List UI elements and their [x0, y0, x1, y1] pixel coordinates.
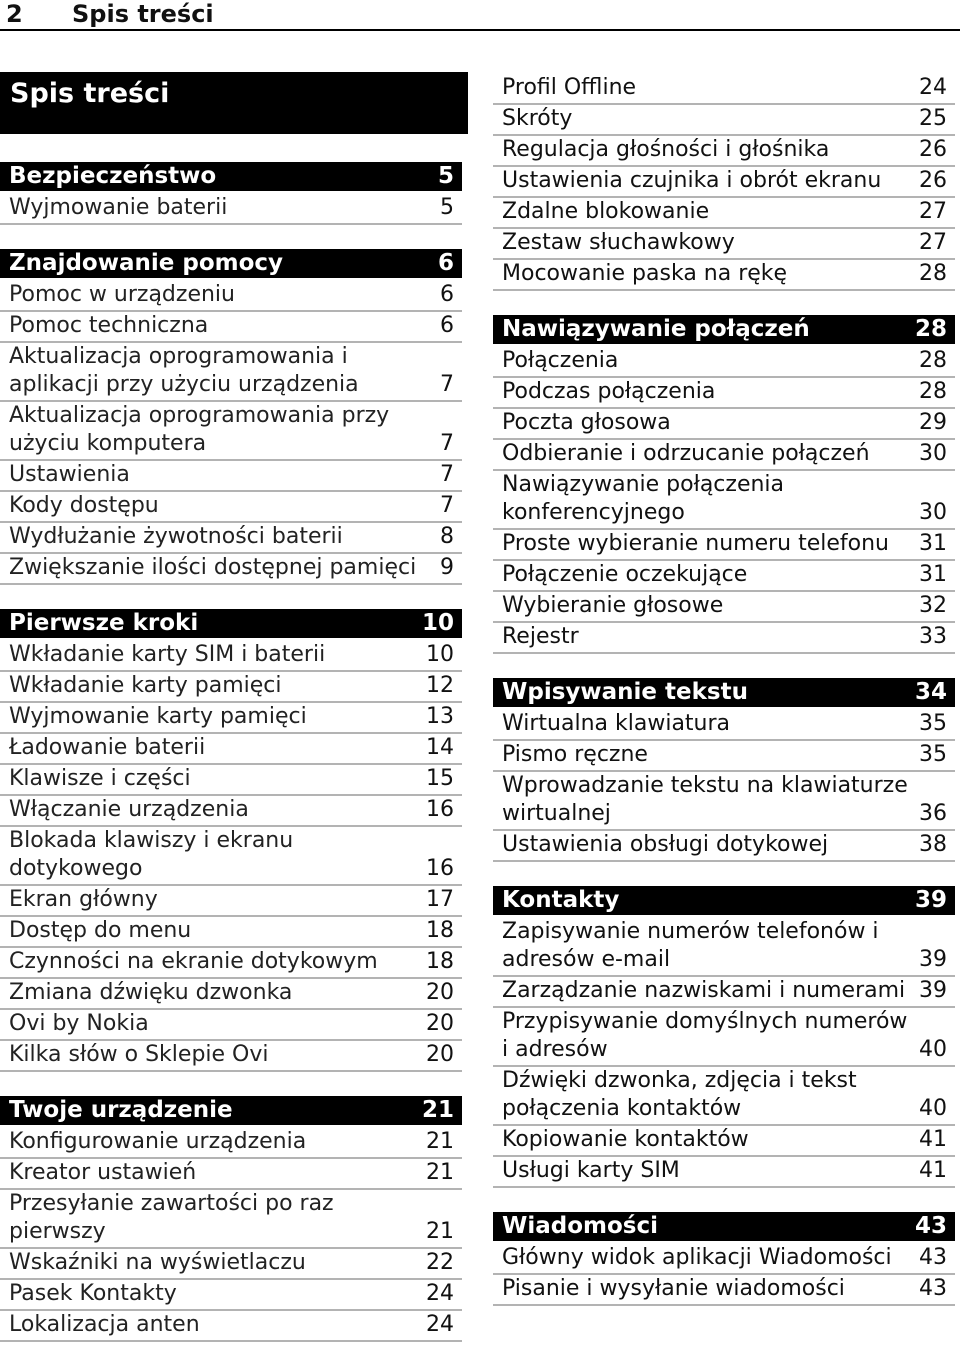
toc-entry[interactable] — [493, 592, 955, 623]
toc-entry-label: Blokada klawiszy i ekranu dotykowego — [9, 828, 294, 881]
toc-entry-page-number: 7 — [440, 431, 454, 456]
toc-entry-page-number: 7 — [440, 462, 454, 487]
toc-entry[interactable] — [0, 827, 462, 886]
toc-entry[interactable] — [493, 772, 955, 831]
toc-entry-page-number: 36 — [919, 801, 947, 826]
toc-entry-page-number: 16 — [426, 856, 454, 881]
toc-entry[interactable] — [493, 918, 955, 977]
toc-entry[interactable] — [493, 1275, 955, 1306]
toc-entry[interactable] — [493, 1157, 955, 1188]
toc-entry[interactable] — [493, 105, 955, 136]
toc-entry-label: Podczas połączenia — [502, 379, 716, 404]
section-page-number: 28 — [914, 316, 947, 342]
toc-section — [0, 609, 462, 1072]
toc-entry-page-number: 30 — [919, 441, 947, 466]
toc-entry-label: Wkładanie karty pamięci — [9, 673, 282, 698]
toc-entry[interactable] — [493, 977, 955, 1008]
toc-entry[interactable] — [493, 440, 955, 471]
toc-entry-label: Aktualizacja oprogramowania i aplikacji przy użyciu urządzenia — [9, 344, 359, 397]
section-page-number: 10 — [421, 610, 454, 636]
toc-entry[interactable] — [0, 948, 462, 979]
toc-entry-page-number: 18 — [426, 918, 454, 943]
toc-entry[interactable] — [0, 734, 462, 765]
toc-entry[interactable] — [493, 710, 955, 741]
toc-entry-label: Nawiązywanie połączenia konferencyjnego — [502, 472, 785, 525]
toc-section-heading[interactable] — [0, 609, 462, 638]
toc-entry-label: Zmiana dźwięku dzwonka — [9, 980, 293, 1005]
toc-entry-label: Mocowanie paska na rękę — [502, 261, 788, 286]
toc-entry-page-number: 21 — [426, 1219, 454, 1244]
toc-entry-label: Klawisze i części — [9, 766, 191, 791]
section-page-number: 43 — [914, 1213, 947, 1239]
toc-entry[interactable] — [493, 741, 955, 772]
toc-entry-page-number: 40 — [919, 1096, 947, 1121]
toc-entry-label: Profil Offline — [502, 75, 637, 100]
section-page-number: 34 — [914, 679, 947, 705]
section-page-number: 21 — [421, 1097, 454, 1123]
toc-entry-label: Dźwięki dzwonka, zdjęcia i tekst połączenia kontaktów — [502, 1068, 857, 1121]
toc-entry-page-number: 28 — [919, 348, 947, 373]
section-page-number: 6 — [437, 250, 454, 276]
toc-entry-label: Pomoc techniczna — [9, 313, 209, 338]
toc-entry-label: Ovi by Nokia — [9, 1011, 149, 1036]
toc-entry-page-number: 26 — [919, 168, 947, 193]
section-title: Nawiązywanie połączeń — [502, 316, 810, 342]
toc-entry-page-number: 30 — [919, 500, 947, 525]
toc-entry-label: Kody dostępu — [9, 493, 159, 518]
toc-entry-label: Przesyłanie zawartości po raz pierwszy — [9, 1191, 334, 1244]
section-title: Kontakty — [502, 887, 620, 913]
toc-entry-label: Wprowadzanie tekstu na klawiaturze wirtualnej — [502, 773, 908, 826]
toc-entry-label: Wybieranie głosowe — [502, 593, 724, 618]
page-header — [0, 0, 960, 31]
toc-entry[interactable] — [493, 347, 955, 378]
toc-entry[interactable] — [493, 471, 955, 530]
toc-entry-page-number: 16 — [426, 797, 454, 822]
toc-entry-label: Wydłużanie żywotności baterii — [9, 524, 343, 549]
toc-entry-label: Wkładanie karty SIM i baterii — [9, 642, 326, 667]
toc-section — [0, 162, 462, 225]
toc-entry-page-number: 10 — [426, 642, 454, 667]
toc-entry-page-number: 39 — [919, 947, 947, 972]
toc-entry-label: Ustawienia — [9, 462, 130, 487]
toc-entry-label: Włączanie urządzenia — [9, 797, 249, 822]
toc-entry-page-number: 29 — [919, 410, 947, 435]
toc-entry[interactable] — [0, 886, 462, 917]
toc-entry-page-number: 31 — [919, 531, 947, 556]
toc-entry-label: Proste wybieranie numeru telefonu — [502, 531, 889, 556]
toc-entry[interactable] — [0, 641, 462, 672]
toc-entry[interactable] — [493, 1008, 955, 1067]
section-title: Pierwsze kroki — [9, 610, 199, 636]
toc-entry[interactable] — [493, 409, 955, 440]
toc-entry-label: Ustawienia czujnika i obrót ekranu — [502, 168, 882, 193]
toc-entry-label: Wirtualna klawiatura — [502, 711, 731, 736]
toc-entry[interactable] — [493, 1067, 955, 1126]
toc-entry-page-number: 28 — [919, 379, 947, 404]
toc-entry-page-number: 6 — [440, 313, 454, 338]
toc-entry[interactable] — [0, 1159, 462, 1190]
toc-entry-label: Połączenia — [502, 348, 619, 373]
toc-section-heading[interactable] — [0, 249, 462, 278]
toc-entry-page-number: 33 — [919, 624, 947, 649]
toc-entry-page-number: 39 — [919, 978, 947, 1003]
toc-entry[interactable] — [0, 1128, 462, 1159]
toc-entry-page-number: 27 — [919, 199, 947, 224]
toc-entry[interactable] — [0, 461, 462, 492]
toc-right-column — [493, 74, 955, 1330]
toc-entry-page-number: 18 — [426, 949, 454, 974]
toc-entry-page-number: 7 — [440, 372, 454, 397]
toc-entry[interactable] — [0, 281, 462, 312]
section-page-number: 5 — [437, 163, 454, 189]
toc-section-heading[interactable] — [493, 886, 955, 915]
toc-entry-page-number: 6 — [440, 282, 454, 307]
toc-entry-label: Pisanie i wysyłanie wiadomości — [502, 1276, 845, 1301]
toc-entry-label: Usługi karty SIM — [502, 1158, 680, 1183]
toc-entry-label: Czynności na ekranie dotykowym — [9, 949, 378, 974]
toc-entry[interactable] — [493, 378, 955, 409]
toc-entry-page-number: 13 — [426, 704, 454, 729]
toc-entry[interactable] — [0, 1041, 462, 1072]
toc-entry-page-number: 41 — [919, 1158, 947, 1183]
toc-entry-page-number: 40 — [919, 1037, 947, 1062]
toc-entry[interactable] — [0, 796, 462, 827]
toc-entry-label: Zdalne blokowanie — [502, 199, 710, 224]
toc-entry-page-number: 21 — [426, 1129, 454, 1154]
toc-entry[interactable] — [493, 530, 955, 561]
toc-entry-page-number: 17 — [426, 887, 454, 912]
toc-entry-page-number: 35 — [919, 711, 947, 736]
toc-entry-page-number: 28 — [919, 261, 947, 286]
toc-entry-page-number: 35 — [919, 742, 947, 767]
toc-entry[interactable] — [493, 74, 955, 105]
toc-entry-label: Kreator ustawień — [9, 1160, 197, 1185]
toc-entry[interactable] — [0, 312, 462, 343]
toc-entry-page-number: 27 — [919, 230, 947, 255]
toc-entry-label: Zarządzanie nazwiskami i numerami — [502, 978, 906, 1003]
toc-entry-label: Lokalizacja anten — [9, 1312, 200, 1337]
toc-entry-label: Zestaw słuchawkowy — [502, 230, 735, 255]
toc-entry[interactable] — [0, 765, 462, 796]
toc-section — [493, 886, 955, 1188]
toc-entry-label: Ładowanie baterii — [9, 735, 206, 760]
toc-entry[interactable] — [0, 554, 462, 585]
toc-entry-label: Pasek Kontakty — [9, 1281, 177, 1306]
toc-section — [0, 249, 462, 585]
toc-entry[interactable] — [493, 1244, 955, 1275]
toc-entry-label: Zwiększanie ilości dostępnej pamięci — [9, 555, 417, 580]
toc-entry[interactable] — [493, 167, 955, 198]
toc-entry-page-number: 24 — [426, 1312, 454, 1337]
toc-entry[interactable] — [0, 1249, 462, 1280]
toc-entry[interactable] — [0, 703, 462, 734]
toc-entry[interactable] — [0, 1190, 462, 1249]
toc-entry-page-number: 14 — [426, 735, 454, 760]
running-title: Spis treści — [72, 0, 214, 28]
toc-section-heading[interactable] — [0, 162, 462, 191]
section-title: Bezpieczeństwo — [9, 163, 217, 189]
toc-entry-page-number: 20 — [426, 1011, 454, 1036]
toc-entry[interactable] — [0, 523, 462, 554]
toc-entry[interactable] — [493, 229, 955, 260]
toc-entry-label: Wyjmowanie baterii — [9, 195, 228, 220]
toc-entry[interactable] — [0, 979, 462, 1010]
toc-section-heading[interactable] — [493, 678, 955, 707]
toc-entry-page-number: 7 — [440, 493, 454, 518]
section-title: Twoje urządzenie — [9, 1097, 233, 1123]
toc-section — [493, 315, 955, 654]
toc-left-column — [0, 72, 462, 1366]
toc-entry-label: Odbieranie i odrzucanie połączeń — [502, 441, 870, 466]
toc-entry-page-number: 41 — [919, 1127, 947, 1152]
page-number: 2 — [6, 0, 23, 28]
section-page-number: 39 — [914, 887, 947, 913]
toc-entry-page-number: 24 — [919, 75, 947, 100]
toc-section — [493, 1212, 955, 1306]
toc-entry[interactable] — [0, 343, 462, 402]
toc-entry[interactable] — [493, 561, 955, 592]
toc-entry-page-number: 5 — [440, 195, 454, 220]
toc-entry-label: Konfigurowanie urządzenia — [9, 1129, 307, 1154]
toc-title: Spis treści — [0, 72, 468, 134]
toc-entry-page-number: 43 — [919, 1276, 947, 1301]
section-title: Wiadomości — [502, 1213, 659, 1239]
toc-entry-label: Regulacja głośności i głośnika — [502, 137, 830, 162]
toc-entry-label: Przypisywanie domyślnych numerów i adresów — [502, 1009, 908, 1062]
toc-entry[interactable] — [0, 672, 462, 703]
toc-entry[interactable] — [0, 1010, 462, 1041]
toc-entry-label: Połączenie oczekujące — [502, 562, 748, 587]
toc-continued-section — [493, 74, 955, 291]
toc-entry-label: Pismo ręczne — [502, 742, 648, 767]
toc-entry[interactable] — [0, 1311, 462, 1342]
toc-entry-page-number: 12 — [426, 673, 454, 698]
toc-entry-label: Wyjmowanie karty pamięci — [9, 704, 307, 729]
toc-entry-label: Pomoc w urządzeniu — [9, 282, 235, 307]
toc-section-heading[interactable] — [493, 315, 955, 344]
toc-entry-label: Kopiowanie kontaktów — [502, 1127, 749, 1152]
section-title: Wpisywanie tekstu — [502, 679, 748, 705]
toc-entry-label: Skróty — [502, 106, 573, 131]
toc-section-heading[interactable] — [493, 1212, 955, 1241]
toc-entry-page-number: 43 — [919, 1245, 947, 1270]
toc-entry[interactable] — [0, 492, 462, 523]
toc-entry[interactable] — [0, 917, 462, 948]
toc-entry-label: Wskaźniki na wyświetlaczu — [9, 1250, 306, 1275]
toc-entry[interactable] — [493, 260, 955, 291]
toc-entry-label: Kilka słów o Sklepie Ovi — [9, 1042, 269, 1067]
toc-section-heading[interactable] — [0, 1096, 462, 1125]
toc-entry-page-number: 8 — [440, 524, 454, 549]
toc-entry[interactable] — [493, 623, 955, 654]
section-title: Znajdowanie pomocy — [9, 250, 284, 276]
toc-entry-page-number: 38 — [919, 832, 947, 857]
toc-entry[interactable] — [0, 402, 462, 461]
toc-entry[interactable] — [493, 1126, 955, 1157]
toc-section — [493, 678, 955, 862]
toc-entry[interactable] — [493, 831, 955, 862]
toc-entry-page-number: 31 — [919, 562, 947, 587]
toc-entry[interactable] — [493, 198, 955, 229]
toc-entry-label: Poczta głosowa — [502, 410, 671, 435]
toc-entry-page-number: 32 — [919, 593, 947, 618]
toc-section — [0, 1096, 462, 1342]
toc-entry-page-number: 9 — [440, 555, 454, 580]
toc-entry-page-number: 21 — [426, 1160, 454, 1185]
toc-entry-page-number: 26 — [919, 137, 947, 162]
toc-entry[interactable] — [493, 136, 955, 167]
toc-entry-page-number: 24 — [426, 1281, 454, 1306]
toc-entry-label: Zapisywanie numerów telefonów i adresów e-mail — [502, 919, 879, 972]
toc-entry-page-number: 15 — [426, 766, 454, 791]
toc-entry-label: Ustawienia obsługi dotykowej — [502, 832, 829, 857]
toc-entry-label: Główny widok aplikacji Wiadomości — [502, 1245, 892, 1270]
toc-entry[interactable] — [0, 1280, 462, 1311]
toc-entry-label: Aktualizacja oprogramowania przy użyciu komputera — [9, 403, 390, 456]
toc-entry-page-number: 25 — [919, 106, 947, 131]
toc-entry-label: Ekran główny — [9, 887, 158, 912]
toc-entry-label: Rejestr — [502, 624, 579, 649]
toc-entry-page-number: 20 — [426, 980, 454, 1005]
toc-entry-page-number: 20 — [426, 1042, 454, 1067]
toc-entry[interactable] — [0, 194, 462, 225]
toc-entry-page-number: 22 — [426, 1250, 454, 1275]
toc-entry-label: Dostęp do menu — [9, 918, 192, 943]
